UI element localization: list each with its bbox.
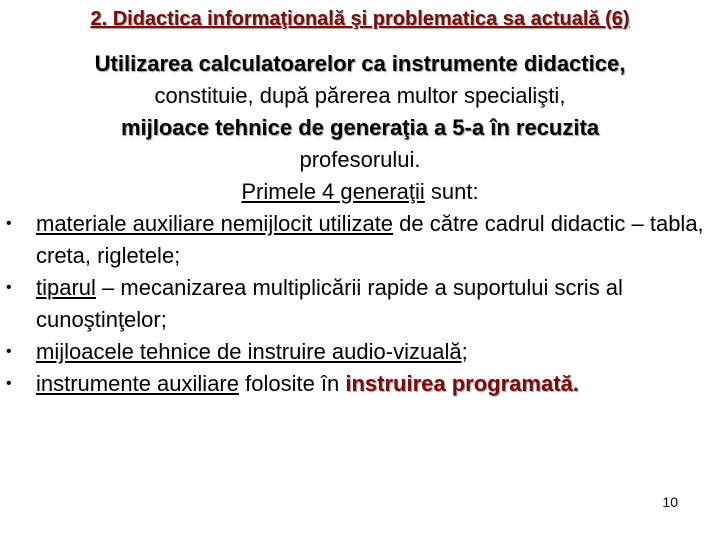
intro-block (0, 48, 720, 208)
list-item-underlined: materiale auxiliare nemijlocit utilizate (36, 211, 394, 236)
list-item (6, 272, 704, 336)
generations-suffix: sunt: (424, 179, 479, 204)
generations-list (6, 208, 704, 400)
page-number: 10 (662, 494, 678, 510)
bullet-icon: • (6, 279, 12, 296)
list-item-underlined: instrumente auxiliare (36, 371, 239, 396)
list-item-emphasis: instruirea programată. (345, 371, 579, 396)
list-item-underlined: tiparul (36, 275, 96, 300)
list-item-text: de către cadrul didactic – tabla, creta, rigletele; (36, 211, 704, 268)
list-item-text: – mecanizarea multiplicării rapide a suportului scris al cunoştinţelor; (36, 275, 623, 332)
list-item (6, 336, 704, 368)
list-item-text: ; (461, 339, 468, 364)
bullet-icon: • (6, 215, 12, 232)
slide-title: 2. Didactica informaţională şi problematica sa actuală (6) (90, 8, 630, 30)
bullet-icon: • (6, 343, 12, 360)
intro-line-4: profesorului. (299, 147, 421, 172)
list-item-underlined: mijloacele tehnice de instruire audio-vizuală (36, 339, 462, 364)
generations-label: Primele 4 generaţii (241, 179, 425, 204)
intro-line-5 (0, 176, 720, 208)
list-item-text: folosite în (238, 371, 346, 396)
intro-line-3: mijloace tehnice de generaţia a 5-a în recuzita (120, 115, 600, 140)
bullet-icon: • (6, 375, 12, 392)
intro-line-1: Utilizarea calculatoarelor ca instrumente didactice, (94, 51, 626, 76)
list-item (6, 208, 704, 272)
list-item (6, 368, 704, 400)
intro-line-2: constituie, după părerea multor specialişti, (154, 83, 566, 108)
